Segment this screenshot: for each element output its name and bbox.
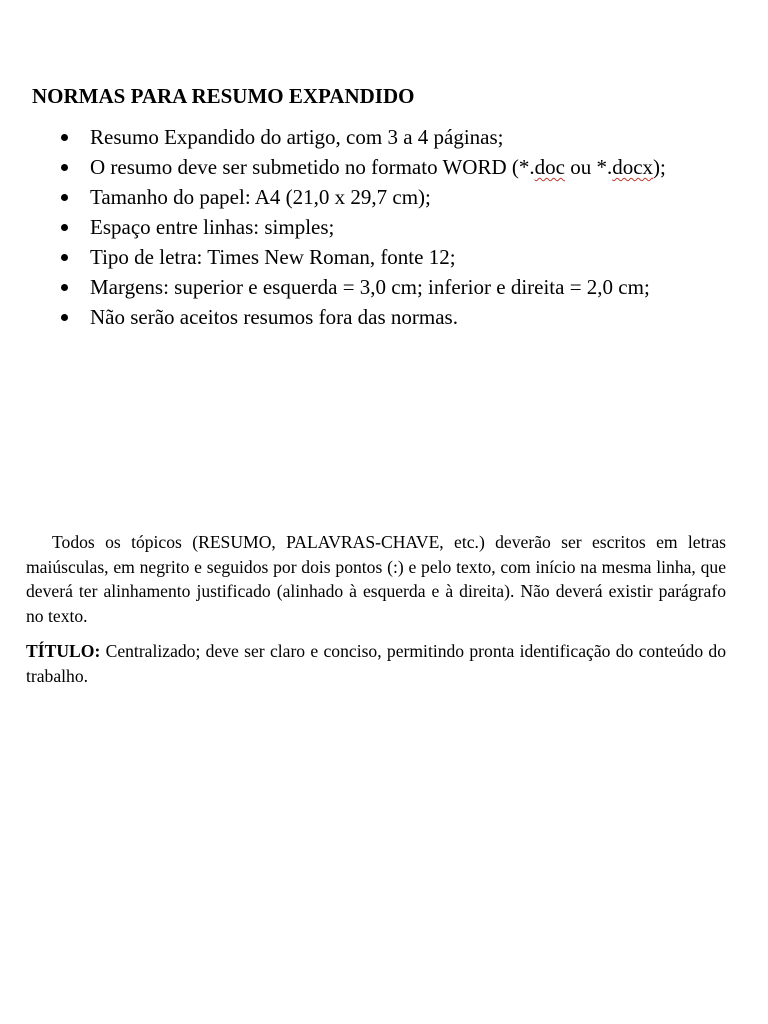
rule-text: Tamanho do papel: A4 (21,0 x 29,7 cm);: [90, 185, 431, 209]
rule-text: Margens: superior e esquerda = 3,0 cm; inferior e direita = 2,0 cm;: [90, 275, 650, 299]
bullet-icon: [61, 314, 68, 321]
rule-text-after: );: [653, 155, 666, 179]
rule-text-before: O resumo deve ser submetido no formato WORD (*.: [90, 155, 535, 179]
rule-text-middle: ou *.: [564, 155, 613, 179]
spellcheck-word-doc[interactable]: doc: [534, 155, 565, 179]
rule-text: Tipo de letra: Times New Roman, fonte 12;: [90, 245, 456, 269]
rule-item-paper-size: [58, 182, 666, 212]
spellcheck-word-docx[interactable]: docx: [612, 155, 654, 179]
bullet-icon: [61, 134, 68, 141]
bullet-icon: [61, 284, 68, 291]
title-label: TÍTULO:: [26, 641, 101, 661]
rule-item-compliance: [58, 302, 666, 332]
rule-item-margins: [58, 272, 666, 302]
title-rule-paragraph: [26, 639, 726, 688]
rule-item-file-format: [58, 152, 666, 182]
topics-paragraph: Todos os tópicos (RESUMO, PALAVRAS-CHAVE, etc.) deverão ser escritos em letras maiúsculas, em negrito e seguidos por dois pontos (:) e pelo texto, com início na mesma linha, que deverá ter alinhamento justificado (alinhado à esquerda e à direita). Não deverá existir parágrafo no texto.: [26, 532, 726, 626]
rule-text: Não serão aceitos resumos fora das normas.: [90, 305, 458, 329]
page-heading: NORMAS PARA RESUMO EXPANDIDO: [32, 84, 415, 108]
rule-item-font: [58, 242, 666, 272]
rule-text: Espaço entre linhas: simples;: [90, 215, 335, 239]
bullet-icon: [61, 254, 68, 261]
bullet-icon: [61, 164, 68, 171]
bullet-icon: [61, 194, 68, 201]
rules-list: [58, 122, 666, 332]
rule-item-page-count: [58, 122, 666, 152]
rule-text: Resumo Expandido do artigo, com 3 a 4 páginas;: [90, 125, 504, 149]
bullet-icon: [61, 224, 68, 231]
rule-item-line-spacing: [58, 212, 666, 242]
title-rule-text: Centralizado; deve ser claro e conciso, permitindo pronta identificação do conteúdo do trabalho.: [26, 641, 726, 686]
